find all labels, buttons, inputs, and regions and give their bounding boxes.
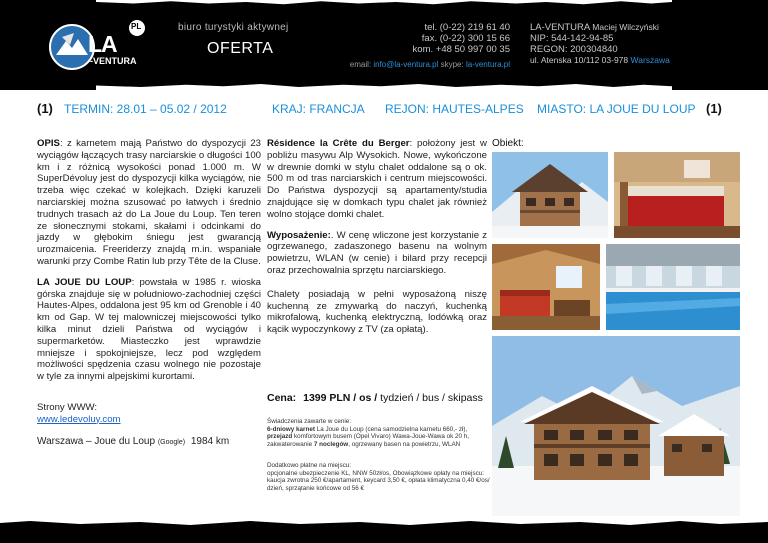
email-link[interactable]: info@la-ventura.pl xyxy=(373,60,439,69)
route-line: Warszawa – Joue du Loup (Google) 1984 km xyxy=(37,435,230,447)
chalets-landscape-photo xyxy=(492,336,740,516)
company-block xyxy=(530,22,670,66)
footer-band xyxy=(0,520,768,543)
skype-link[interactable]: la-ventura.pl xyxy=(465,60,510,69)
bedroom-photo xyxy=(614,152,740,238)
logo-la-text: LA xyxy=(88,31,117,57)
description-column xyxy=(37,138,261,448)
chalety-paragraph: Chalety posiadają w pełni wyposażoną niszę kuchenną ze zmywarką do naczyń, kuchenką mikrofalową, kuchenką elektryczną, lodówką oraz kącik wypoczynkowy z TV (za opłatą). xyxy=(267,288,487,336)
address: ul. Atenska 10/112 03-978 Warszawa xyxy=(530,55,670,65)
la-ventura-logo xyxy=(44,15,154,75)
company-name-line: LA-VENTURA Maciej Wilczyński xyxy=(530,22,659,33)
chalet-exterior-photo xyxy=(492,152,608,238)
trip-info-bar xyxy=(0,99,768,117)
logo-badge: PL xyxy=(131,22,142,31)
miasto: MIASTO: LA JOUE DU LOUP xyxy=(537,102,696,116)
price-value: 1399 PLN / os / xyxy=(303,392,378,404)
residence-paragraph: Résidence la Crête du Berger: położony jest w pobliżu masywu Alp Wysokich. Nowe, wykończone w drewnie domki w stylu chalet oddalone są o ok. 500 m od tras narciarskich i centrum miejscowości. Do Państwa dyspozycji są apartamenty/studia znajdujące się w domkach typu chalet jak również wolno stojące domki chalet. xyxy=(267,138,487,220)
email-skype-line: email: info@la-ventura.pl skype: la-ventura.pl xyxy=(349,60,510,69)
region: REJON: HAUTES-ALPES xyxy=(385,102,524,116)
ljdl-paragraph: LA JOUE DU LOUP: powstała w 1985 r. wioska górska znajduje się w południowo-zachodniej części Hautes-Alpes, oddalona jest 95 km od Grenoble i 40 km od Gap. W tej malowniczej miejscowości tylko kilka minut dzieli Państwa od wyciągów i supermarketów. Miasteczko jest wprawdzie mniejsze i spokojniejsze, lecz pod względem możliwości spędzenia czasu wolnego nie pozostaje w tyle za innymi alpejskimi kurortami. xyxy=(37,276,261,383)
obiekt-label: Obiekt: xyxy=(492,138,524,149)
www-label: Strony WWW: xyxy=(37,401,98,413)
logo-ventura-text: -VENTURA xyxy=(90,56,137,66)
phone: tel. (0-22) 219 61 40 xyxy=(424,22,510,33)
tagline: biuro turystyki aktywnej xyxy=(178,22,289,33)
kraj: KRAJ: FRANCJA xyxy=(272,102,365,116)
extra-fees: Dodatkowo płatne na miejscu: opcjonalne ubezpieczenie KL, NNW 50zł/os, Obowiązkowe opłaty na miejscu: kaucja zwrotna 250 €/apartament, keycard 3,50 €, opłata klimatyczna 0,40 €/os/ dzień, sprzątanie końcowe od 56 € xyxy=(267,462,490,492)
nip: NIP: 544-142-94-85 xyxy=(530,33,614,44)
living-room-photo xyxy=(492,244,600,330)
contact-block xyxy=(350,22,510,70)
regon: REGON: 200304840 xyxy=(530,44,618,55)
offer-number-right: (1) xyxy=(706,101,722,116)
grunge-edge-bottom xyxy=(0,84,768,90)
termin: TERMIN: 28.01 – 05.02 / 2012 xyxy=(64,102,227,116)
opis-paragraph: OPIS: z karnetem mają Państwo do dyspozycji 23 wyciągów łączących trasy narciarskie o długości 100 km i z różnicą wysokości ponad 1.000 m. W SuperDévoluy jest do dyspozycji kilka wyciągów, nie trzeba więc czekać w kolejkach. Dzięki karuzeli narciarskiej można szusować po łatwych i średnio trudnych trasach aż do La Joue du Loup. Ten teren ze słonecznymi stokami, skałami i odcinkami do jazdy w głębokim śniegu jest gwarancją urozmaicenia. Freeriderzy znajdą m.in. wspaniałe warunki przy Combe Ratin lub przy Tête de la Cluse. xyxy=(37,138,261,267)
included-services: Świadczenia zawarte w cenie: 6-dniowy karnet La Joue du Loup (cena samodzielna karnetu 660,- zł), przejazd komfortowym busem (Opel Vivaro) Wawa-Joue-Wawa ok 20 h, zakwaterowanie 7 noclegów, ogrzewany basen na powietrzu, WLAN xyxy=(267,418,470,448)
accommodation-column xyxy=(267,138,487,345)
offer-title: OFERTA xyxy=(207,40,274,57)
grunge-edge-footer xyxy=(0,519,768,526)
header-band xyxy=(0,0,768,90)
fax: fax. (0-22) 300 15 66 xyxy=(421,33,510,44)
grunge-edge-top xyxy=(0,0,768,5)
pool-photo xyxy=(606,244,740,330)
price-line: Cena: 1399 PLN / os / tydzień / bus / skipass xyxy=(267,392,483,404)
wyposazenie-paragraph: Wyposażenie:. W cenę wliczone jest korzystanie z ogrzewanego, zadaszonego basenu na wolnym powietrzu, WLAN (w cenie) i bilard przy recepcji oraz przechowalnia sprzętu narciarskiego. xyxy=(267,229,487,276)
www-link[interactable]: www.ledevoluy.com xyxy=(37,413,121,425)
mobile: kom. +48 50 997 00 35 xyxy=(412,44,510,55)
offer-number-left: (1) xyxy=(37,101,53,116)
